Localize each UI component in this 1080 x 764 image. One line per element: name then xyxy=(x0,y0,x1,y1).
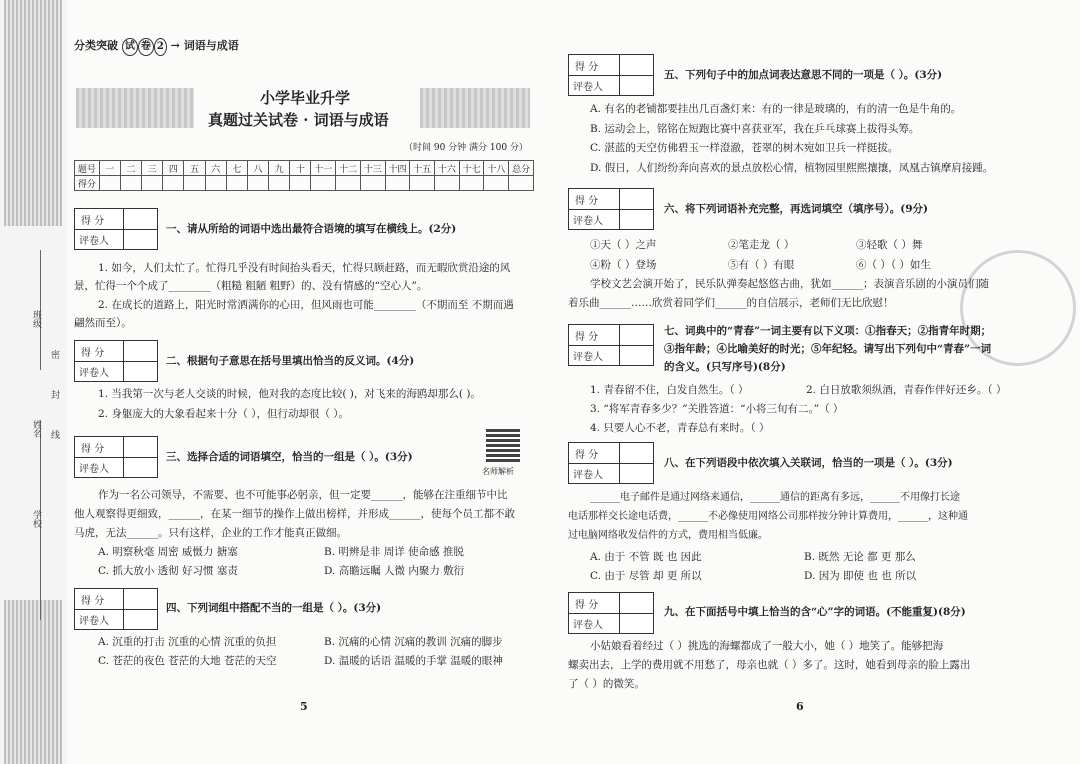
score-table-header-cell: 二 xyxy=(120,161,141,176)
arrow-icon: → xyxy=(170,39,180,52)
score-table-score-cell[interactable] xyxy=(290,176,311,191)
title-band-left xyxy=(76,88,194,128)
score-table-header-cell: 总分 xyxy=(509,161,534,176)
q9-line3: 了（ ）的微笑。 xyxy=(568,678,645,690)
score-table-score-cell[interactable] xyxy=(410,176,435,191)
score-table-score-cell[interactable] xyxy=(509,176,534,191)
score-table-header-cell: 六 xyxy=(205,161,226,176)
q4-option-b: B. 沉痛的心情 沉痛的教训 沉痛的脚步 xyxy=(324,636,503,648)
score-table-header-label: 题号 xyxy=(75,161,100,176)
q1-line1: 1. 如今，人们太忙了。忙得几乎没有时间抬头看天，忙得只顾赶路，而无暇欣赏沿途的风 xyxy=(98,262,511,274)
score-table-score-cell[interactable] xyxy=(385,176,410,191)
score-table-score-cell[interactable] xyxy=(269,176,290,191)
binding-spine xyxy=(0,0,66,764)
score-table-header-cell: 七 xyxy=(226,161,247,176)
score-table-header-cell: 九 xyxy=(269,161,290,176)
score-table-score-cell[interactable] xyxy=(226,176,247,191)
q7-item-4: 4. 只要人心不老，青春总有来时。（ ） xyxy=(590,422,770,434)
q7-title-1: 七、词典中的“青春”一词主要有以下义项：①指春天；②指青年时期； xyxy=(664,325,992,337)
q7-item-2: 2. 白日放歌须纵酒，青春作伴好还乡。（ ） xyxy=(806,384,1007,396)
q8-line2: 电话那样交长途电话费，______不必像使用网络公司那样按分钟计算费用，______，这种通 xyxy=(568,511,968,522)
cut-mark-2: 封 xyxy=(49,390,59,399)
q4-option-d: D. 温暖的话语 温暖的手掌 温暖的眼神 xyxy=(324,655,503,667)
score-table-score-cell[interactable] xyxy=(360,176,385,191)
q6-title: 六、将下列词语补充完整，再选词填空（填序号）。(9分) xyxy=(664,203,928,215)
qr-code-icon[interactable] xyxy=(486,428,520,462)
score-table-score-cell[interactable] xyxy=(205,176,226,191)
score-table-header-cell: 十六 xyxy=(435,161,460,176)
q5-option-d: D. 假日，人们纷纷奔向喜欢的景点放松心情，植物园里熙熙攘攘，凤凰古镇摩肩接踵。 xyxy=(590,162,994,174)
paper-title-2: 真题过关试卷 · 词语与成语 xyxy=(208,111,389,129)
q5-option-a: A. 有名的老铺都要挂出几百盏灯来：有的一律是玻璃的，有的清一色是牛角的。 xyxy=(590,103,962,115)
q5-option-c: C. 湛蓝的天空仿佛碧玉一样澄澈，苍翠的树木宛如卫兵一样挺拔。 xyxy=(590,142,899,154)
cut-mark-3: 线 xyxy=(49,430,59,439)
score-table-score-cell[interactable] xyxy=(163,176,184,191)
score-table-header-cell: 十四 xyxy=(385,161,410,176)
score-table-row-label: 得分 xyxy=(75,176,100,191)
score-table-score-cell[interactable] xyxy=(435,176,460,191)
q7-title-3: 的含义。(只写序号)(8分) xyxy=(664,361,786,373)
q6-line2: 着乐曲______……欣赏着同学们______的自信展示，老师们无比欣慰！ xyxy=(568,297,894,309)
q6-word-5: ⑤有（ ）有眼 xyxy=(728,259,795,271)
score-table-header-cell: 十八 xyxy=(484,161,509,176)
score-table-header-cell: 四 xyxy=(163,161,184,176)
score-table-header-cell: 三 xyxy=(142,161,163,176)
q8-line1: ______电子邮件是通过网络来通信，______通信的距离有多远，______不用像打长途 xyxy=(590,492,960,503)
section-header: 分类突破 试 卷 2 → 词语与成语 xyxy=(74,38,239,56)
score-table xyxy=(74,160,534,191)
q1-line4: 翩然而至）。 xyxy=(74,317,132,329)
q6-word-2: ②笔走龙（ ） xyxy=(728,239,795,251)
q4-option-c: C. 苍茫的夜色 苍茫的大地 苍茫的天空 xyxy=(98,655,277,667)
q1-line2: 景，忙得一个个成了________（粗糙 粗陋 粗野）的、没有情感的“空心人”。 xyxy=(74,280,428,292)
right-page xyxy=(560,0,1080,764)
q7-item-1: 1. 青春留不住，白发自然生。（ ） xyxy=(590,384,749,396)
score-table-score-cell[interactable] xyxy=(184,176,205,191)
q3-line3: 马虎，无法______。只有这样，企业的工作才能真正做细。 xyxy=(74,527,347,539)
score-table-header-cell: 十 xyxy=(290,161,311,176)
score-table-header-cell: 五 xyxy=(184,161,205,176)
q8-title: 八、在下列语段中依次填入关联词，恰当的一项是（ ）。(3分) xyxy=(664,457,953,469)
paper-meta: （时间 90 分钟 满分 100 分） xyxy=(404,143,528,153)
q8-option-b: B. 既然 无论 都 更 那么 xyxy=(804,551,916,563)
q4-option-a: A. 沉重的打击 沉重的心情 沉重的负担 xyxy=(98,636,277,648)
q9-title: 九、在下面括号中填上恰当的含“心”字的词语。(不能重复)(8分) xyxy=(664,606,966,618)
spine-gray-band-top xyxy=(4,0,62,226)
score-box-q8: 得 分 评卷人 xyxy=(568,442,654,484)
page-number-left: 5 xyxy=(300,700,308,713)
score-table-header-cell: 一 xyxy=(99,161,120,176)
q8-option-d: D. 因为 即使 也 也 所以 xyxy=(804,570,917,582)
score-table-header-cell: 十七 xyxy=(459,161,484,176)
q2-line2: 2. 身躯庞大的大象看起来十分（ ），但行动却很（ ）。 xyxy=(98,408,350,420)
score-table-score-cell[interactable] xyxy=(336,176,361,191)
q2-line1: 1. 当我第一次与老人交谈的时候，他对我的态度比较( )，对飞来的海鸥却那么( )。 xyxy=(98,388,481,400)
score-table-score-cell[interactable] xyxy=(484,176,509,191)
score-table-header-cell: 十五 xyxy=(410,161,435,176)
q2-title: 二、根据句子意思在括号里填出恰当的反义词。(4分) xyxy=(166,355,415,367)
score-table-header-cell: 十一 xyxy=(311,161,336,176)
q3-option-a: A. 明察秋毫 周密 威慑力 搪塞 xyxy=(98,546,238,558)
q6-word-3: ③轻歌（ ）舞 xyxy=(856,239,923,251)
score-table-header-cell: 八 xyxy=(247,161,268,176)
q8-option-c: C. 由于 尽管 却 更 所以 xyxy=(590,570,702,582)
badge-juan: 卷 xyxy=(138,38,154,56)
q3-line1: 作为一名公司领导，不需要、也不可能事必躬亲，但一定要______，能够在注重细节中比 xyxy=(98,489,508,501)
q6-word-6: ⑥（ ）（ ）如生 xyxy=(856,259,931,271)
q3-line2: 他人观察得更细致，______，在某一细节的操作上做出榜样，并形成______，使每个员工都不敢 xyxy=(74,508,515,520)
score-box-q9: 得 分 评卷人 xyxy=(568,592,654,634)
school-label: 学校 xyxy=(31,510,41,528)
q8-line3: 过电脑网络收发信件的方式，费用相当低廉。 xyxy=(568,530,768,541)
paper-title-1: 小学毕业升学 xyxy=(260,89,351,107)
spine-gray-band-bottom xyxy=(4,600,62,764)
badge-shi: 试 xyxy=(122,38,138,56)
q9-line1: 小姑娘看着经过（ ）挑选的海螺都成了一般大小，她（ ）地笑了。能够把海 xyxy=(590,640,944,652)
cut-mark-1: 密 xyxy=(49,350,59,359)
score-table-score-cell[interactable] xyxy=(142,176,163,191)
q7-title-2: ③指年龄；④比喻美好的时光；⑤年纪轻。请写出下列句中“青春”一词 xyxy=(664,343,992,355)
score-table-header-cell: 十三 xyxy=(360,161,385,176)
q7-item-3: 3. “将军青春多少？”关胜答道：“小将三旬有二。”（ ） xyxy=(590,403,844,415)
score-box-q3: 得 分 评卷人 xyxy=(74,436,158,478)
qr-label: 名师解析 xyxy=(482,467,514,476)
q8-option-a: A. 由于 不管 既 也 因此 xyxy=(590,551,702,563)
q6-word-4: ④粉（ ）登场 xyxy=(590,259,657,271)
score-table-score-cell[interactable] xyxy=(459,176,484,191)
score-box-q7: 得 分 评卷人 xyxy=(568,324,654,366)
score-table-score-cell[interactable] xyxy=(247,176,268,191)
badge-2: 2 xyxy=(154,38,167,56)
q6-line1: 学校文艺会演开始了，民乐队弹奏起悠悠古曲，犹如______；表演音乐剧的小演员们随 xyxy=(590,278,989,290)
q3-option-c: C. 抓大放小 透彻 好习惯 塞责 xyxy=(98,565,238,577)
score-box-q2: 得 分 评卷人 xyxy=(74,340,158,382)
score-box-q6: 得 分 评卷人 xyxy=(568,188,654,230)
score-box-q4: 得 分 评卷人 xyxy=(74,588,158,630)
score-table-score-cell[interactable] xyxy=(311,176,336,191)
q3-option-d: D. 高瞻远瞩 人微 内聚力 敷衍 xyxy=(324,565,465,577)
q4-title: 四、下列词组中搭配不当的一组是（ ）。(3分) xyxy=(166,602,382,614)
title-band-right xyxy=(420,88,530,128)
page-number-right: 6 xyxy=(796,700,804,713)
left-page xyxy=(70,0,545,764)
score-table-score-cell[interactable] xyxy=(99,176,120,191)
q5-option-b: B. 运动会上，铭铭在短跑比赛中喜获亚军，我在乒乓球赛上拔得头筹。 xyxy=(590,123,920,135)
score-table-score-cell[interactable] xyxy=(120,176,141,191)
q9-line2: 螺卖出去，上学的费用就不用愁了，母亲也就（ ）多了。这时，她看到母亲的脸上露出 xyxy=(568,659,971,671)
score-table-header-cell: 十二 xyxy=(336,161,361,176)
q1-title: 一、请从所给的词语中选出最符合语境的填写在横线上。(2分) xyxy=(166,223,457,235)
class-label: 班级 xyxy=(31,310,41,328)
q1-line3: 2. 在成长的道路上，阳光时常洒满你的心田，但风雨也可能________（不期而至 不期而遇 xyxy=(98,299,514,311)
q3-option-b: B. 明辨是非 周详 使命感 推脱 xyxy=(324,546,464,558)
q6-word-1: ①天（ ）之声 xyxy=(590,239,657,251)
score-box-q5: 得 分 评卷人 xyxy=(568,54,654,96)
name-label: 姓名 xyxy=(31,420,41,438)
q5-title: 五、下列句子中的加点词表达意思不同的一项是（ ）。(3分) xyxy=(664,69,943,81)
score-box-q1: 得 分 评卷人 xyxy=(74,208,158,250)
q3-title: 三、选择合适的词语填空，恰当的一组是（ ）。(3分) xyxy=(166,451,413,463)
